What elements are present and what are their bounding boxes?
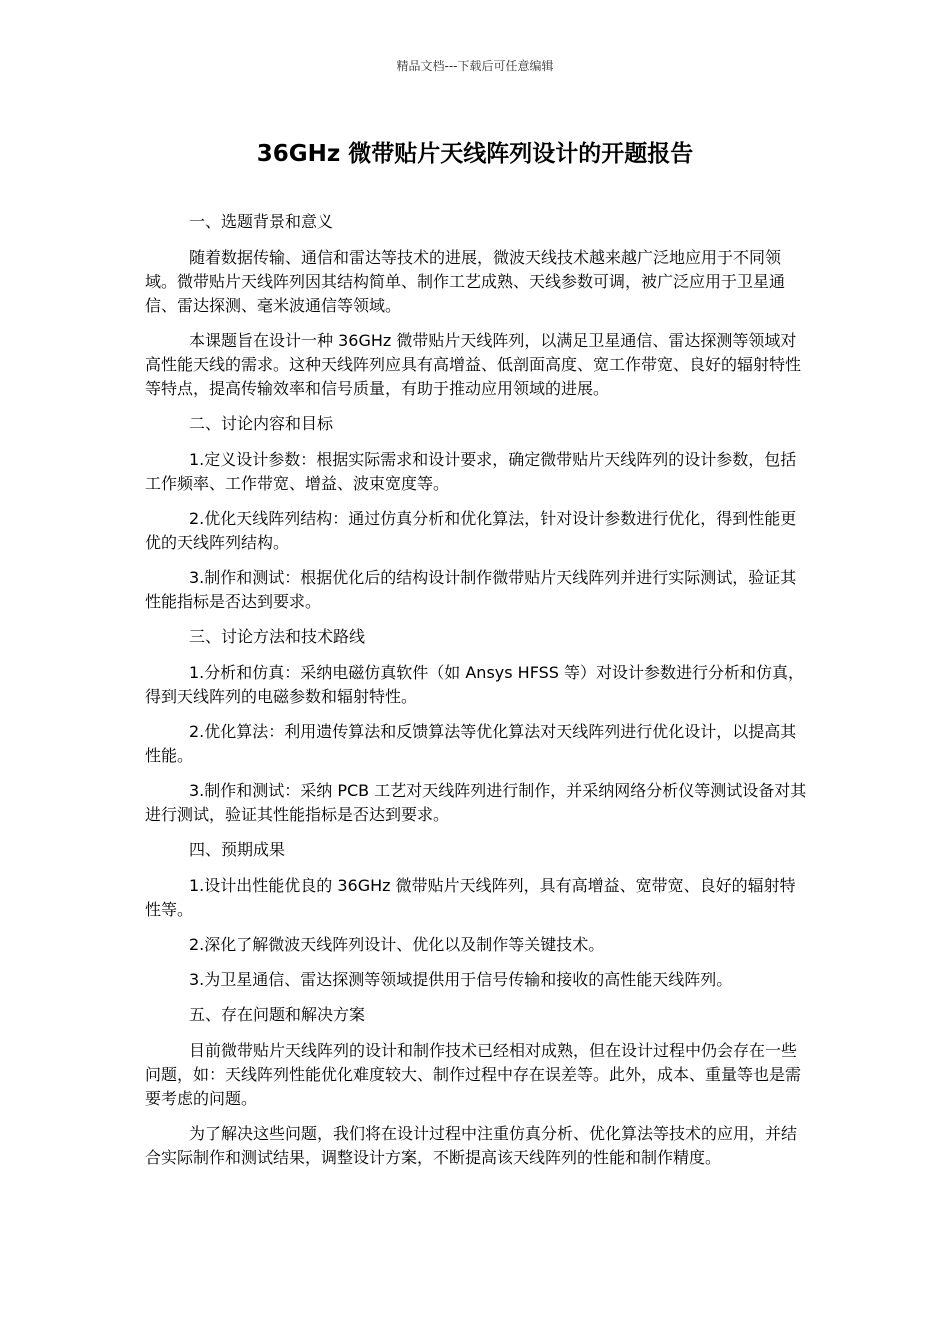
section-2-paragraph-1: 1.定义设计参数：根据实际需求和设计要求，确定微带贴片天线阵列的设计参数，包括工作频率、工作带宽、增益、波束宽度等。	[145, 450, 797, 493]
section-2-paragraph-3: 3.制作和测试：根据优化后的结构设计制作微带贴片天线阵列并进行实际测试，验证其性能指标是否达到要求。	[145, 568, 797, 611]
section-heading-2: 二、讨论内容和目标	[189, 414, 334, 433]
section-2-paragraph-2: 2.优化天线阵列结构：通过仿真分析和优化算法，针对设计参数进行优化，得到性能更优的天线阵列结构。	[145, 509, 797, 552]
section-1-paragraph-2: 本课题旨在设计一种 36GHz 微带贴片天线阵列，以满足卫星通信、雷达探测等领域对高性能天线的需求。这种天线阵列应具有高增益、低剖面高度、宽工作带宽、良好的辐射特性等特点，提高传输效率和信号质量，有助于推动应用领域的进展。	[145, 331, 802, 398]
header-note: 精品文档---下载后可任意编辑	[396, 59, 554, 73]
section-4-paragraph-2: 2.深化了解微波天线阵列设计、优化以及制作等关键技术。	[189, 935, 605, 954]
section-3-paragraph-3: 3.制作和测试：采纳 PCB 工艺对天线阵列进行制作，并采纳网络分析仪等测试设备对其进行测试，验证其性能指标是否达到要求。	[145, 781, 807, 824]
section-3-paragraph-1: 1.分析和仿真：采纳电磁仿真软件（如 Ansys HFSS 等）对设计参数进行分析和仿真，得到天线阵列的电磁参数和辐射特性。	[145, 663, 805, 706]
section-3-paragraph-2: 2.优化算法：利用遗传算法和反馈算法等优化算法对天线阵列进行优化设计，以提高其性能。	[145, 722, 797, 765]
section-5-paragraph-2: 为了解决这些问题，我们将在设计过程中注重仿真分析、优化算法等技术的应用，并结合实际制作和测试结果，调整设计方案，不断提高该天线阵列的性能和制作精度。	[145, 1124, 798, 1167]
section-4-paragraph-1: 1.设计出性能优良的 36GHz 微带贴片天线阵列，具有高增益、宽带宽、良好的辐射特性等。	[145, 876, 796, 919]
page-title: 36GHz 微带贴片天线阵列设计的开题报告	[256, 141, 694, 167]
section-heading-1: 一、选题背景和意义	[189, 212, 334, 231]
section-heading-3: 三、讨论方法和技术路线	[189, 627, 366, 646]
section-4-paragraph-3: 3.为卫星通信、雷达探测等领域提供用于信号传输和接收的高性能天线阵列。	[189, 970, 733, 989]
section-heading-5: 五、存在问题和解决方案	[189, 1005, 366, 1024]
section-5-paragraph-1: 目前微带贴片天线阵列的设计和制作技术已经相对成熟，但在设计过程中仍会存在一些问题，如：天线阵列性能优化难度较大、制作过程中存在误差等。此外，成本、重量等也是需要考虑的问题。	[145, 1041, 802, 1108]
section-heading-4: 四、预期成果	[189, 840, 286, 859]
document-body	[145, 210, 810, 1181]
section-1-paragraph-1: 随着数据传输、通信和雷达等技术的进展，微波天线技术越来越广泛地应用于不同领域。微带贴片天线阵列因其结构简单、制作工艺成熟、天线参数可调，被广泛应用于卫星通信、雷达探测、毫米波通信等领域。	[145, 248, 786, 315]
